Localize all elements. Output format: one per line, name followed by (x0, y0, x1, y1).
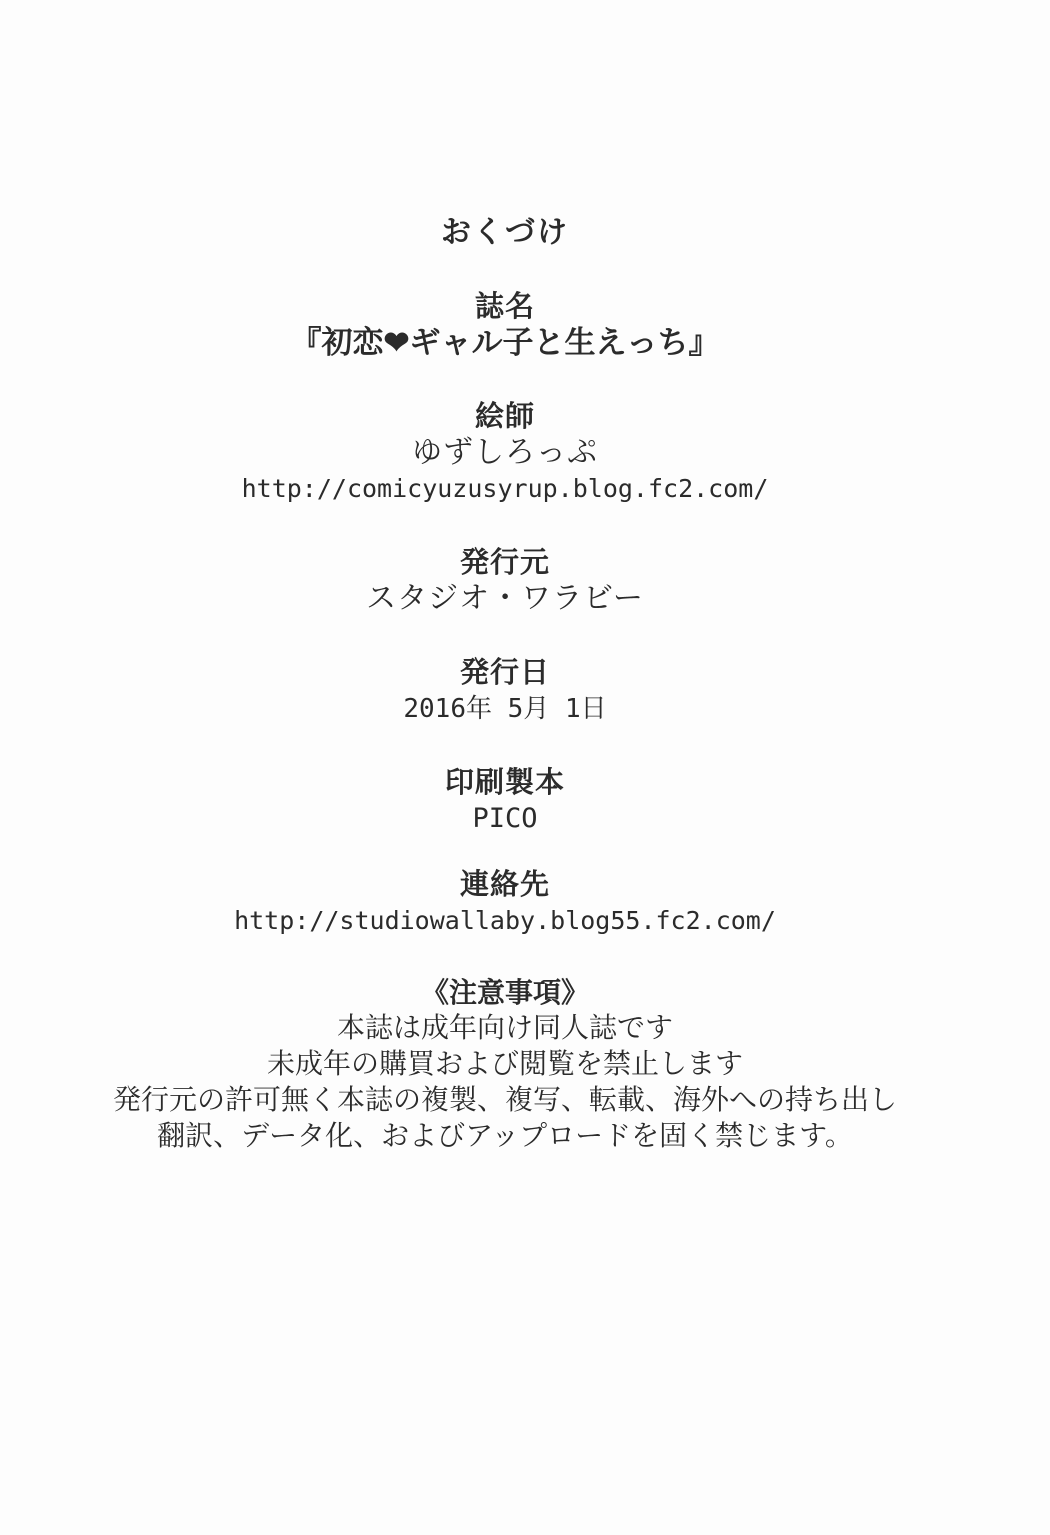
contact-label: 連絡先 (459, 869, 550, 901)
notice-line: 発行元の許可無く本誌の複製、複写、転載、海外への持ち出し (112, 1085, 897, 1116)
section-publisher (0, 545, 1010, 617)
printer-label: 印刷製本 (444, 767, 565, 799)
artist-label: 絵師 (474, 401, 535, 433)
publisher-name: スタジオ・ワラビー (366, 582, 644, 615)
book-title-label: 誌名 (474, 291, 535, 323)
section-book-title (0, 289, 1010, 361)
section-contact (0, 867, 1010, 939)
notice-line: 本誌は成年向け同人誌です (336, 1013, 673, 1044)
artist-url: http://comicyuzusyrup.blog.fc2.com/ (241, 474, 769, 503)
section-printer (0, 765, 1010, 837)
section-publish-date (0, 655, 1010, 727)
publish-date-label: 発行日 (459, 657, 550, 689)
notice-line: 翻訳、データ化、およびアップロードを固く禁じます。 (157, 1121, 853, 1152)
printer-name: PICO (472, 803, 538, 834)
artist-name: ゆずしろっぷ (412, 436, 598, 469)
notice-line: 未成年の購買および閲覧を禁止します (266, 1049, 743, 1080)
publisher-label: 発行元 (459, 547, 550, 579)
section-notice (0, 975, 1010, 1155)
contact-url: http://studiowallaby.blog55.fc2.com/ (234, 906, 776, 935)
notice-heading: 《注意事項》 (420, 977, 589, 1008)
section-artist (0, 399, 1010, 507)
publish-date: 2016年 5月 1日 (403, 694, 607, 724)
page-heading: おくづけ (441, 216, 569, 249)
book-title: 『初恋❤ギャル子と生えっち』 (290, 325, 720, 360)
